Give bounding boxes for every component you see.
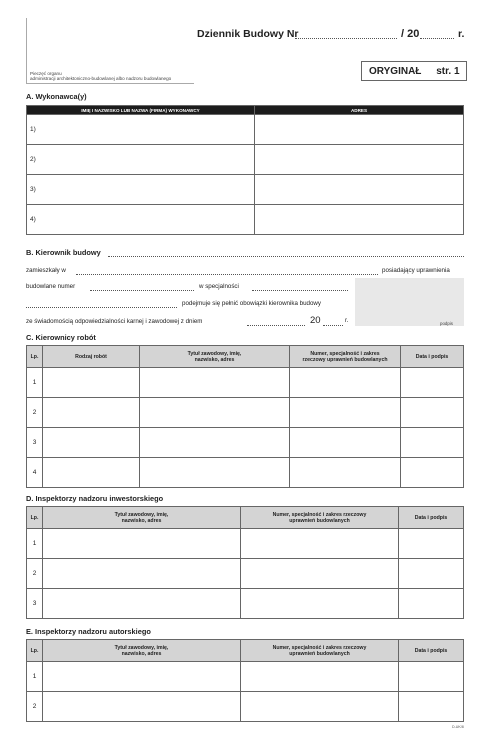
col-name-address: Tytuł zawodowy, imię, nazwisko, adres (43, 640, 241, 662)
col-date-signature: Data i podpis (399, 507, 464, 529)
section-c-title: C. Kierownicy robót (26, 333, 96, 342)
col-lp: Lp. (27, 346, 43, 368)
table-row (27, 398, 464, 428)
start-year-suffix: r. (345, 317, 349, 324)
contractor-address-cell[interactable] (255, 175, 464, 205)
start-year-prefix: 20 (310, 315, 321, 326)
license-number-field[interactable] (90, 290, 194, 291)
col-license: Numer, specjalność i zakres rzeczowy uprawnień budowlanych (241, 507, 399, 529)
signature-box[interactable] (355, 278, 464, 326)
contractor-address-cell[interactable] (255, 205, 464, 235)
qualifications-label: posiadający uprawnienia (382, 267, 450, 274)
name-address-cell[interactable] (140, 368, 290, 398)
row-number: 4 (27, 458, 43, 488)
col-license: Numer, specjalność i zakres rzeczowy uprawnień budowlanych (290, 346, 401, 368)
liability-label: ze świadomością odpowiedzialności karnej i zawodowej z dniem (26, 318, 203, 325)
date-signature-cell[interactable] (401, 368, 464, 398)
license-cell[interactable] (241, 692, 399, 722)
table-row (27, 529, 464, 559)
license-cell[interactable] (241, 589, 399, 619)
specialty-continued-field[interactable] (26, 307, 177, 308)
license-number-label: budowlane numer (26, 283, 76, 290)
col-lp: Lp. (27, 507, 43, 529)
col-license: Numer, specjalność i zakres rzeczowy uprawnień budowlanych (241, 640, 399, 662)
table-row (27, 458, 464, 488)
license-cell[interactable] (290, 428, 401, 458)
table-row (27, 559, 464, 589)
investor-inspectors-table (26, 506, 464, 619)
form-code: D-UK/8 (452, 725, 464, 729)
name-address-cell[interactable] (140, 428, 290, 458)
name-address-cell[interactable] (43, 662, 241, 692)
table-row (27, 205, 464, 235)
row-number: 1 (27, 368, 43, 398)
contractor-name-cell[interactable]: 4) (27, 205, 255, 235)
name-address-cell[interactable] (140, 458, 290, 488)
row-number: 2 (27, 692, 43, 722)
license-cell[interactable] (241, 662, 399, 692)
date-signature-cell[interactable] (399, 589, 464, 619)
year-suffix: r. (458, 28, 465, 40)
work-type-cell[interactable] (43, 398, 140, 428)
table-row (27, 115, 464, 145)
table-row (27, 428, 464, 458)
specialty-field[interactable] (252, 290, 348, 291)
date-signature-cell[interactable] (399, 662, 464, 692)
table-row (27, 692, 464, 722)
col-work-type: Rodzaj robót (43, 346, 140, 368)
original-label: ORYGINAŁ (369, 66, 422, 77)
name-address-cell[interactable] (140, 398, 290, 428)
license-cell[interactable] (290, 398, 401, 428)
document-title: Dziennik Budowy Nr (197, 28, 299, 40)
table-row (27, 662, 464, 692)
row-number: 1 (27, 529, 43, 559)
contractor-name-cell[interactable]: 1) (27, 115, 255, 145)
row-number: 1 (27, 662, 43, 692)
name-address-cell[interactable] (43, 529, 241, 559)
year-field[interactable] (420, 38, 454, 39)
contractor-address-cell[interactable] (255, 115, 464, 145)
table-row (27, 368, 464, 398)
journal-number-field[interactable] (295, 38, 397, 39)
work-type-cell[interactable] (43, 428, 140, 458)
contractor-address-cell[interactable] (255, 145, 464, 175)
start-date-field[interactable] (247, 325, 305, 326)
year-prefix: / 20 (401, 28, 420, 40)
row-number: 2 (27, 398, 43, 428)
row-number: 3 (27, 428, 43, 458)
contractor-name-cell[interactable]: 3) (27, 175, 255, 205)
col-contractor-address: ADRES (255, 106, 464, 115)
original-label-row (369, 66, 460, 77)
date-signature-cell[interactable] (399, 529, 464, 559)
stamp-caption: Pieczęć organu administracji architektoniczno-budowlanej albo nadzoru budowlanego (30, 71, 172, 82)
col-date-signature: Data i podpis (399, 640, 464, 662)
license-cell[interactable] (290, 458, 401, 488)
name-address-cell[interactable] (43, 559, 241, 589)
col-lp: Lp. (27, 640, 43, 662)
residence-field[interactable] (76, 274, 378, 275)
license-cell[interactable] (290, 368, 401, 398)
date-signature-cell[interactable] (401, 398, 464, 428)
author-inspectors-table (26, 639, 464, 722)
table-row (27, 145, 464, 175)
section-d-title: D. Inspektorzy nadzoru inwestorskiego (26, 494, 164, 503)
signature-label: podpis (440, 321, 453, 326)
contractor-name-cell[interactable]: 2) (27, 145, 255, 175)
contractors-table (26, 105, 464, 235)
name-address-cell[interactable] (43, 692, 241, 722)
col-date-signature: Data i podpis (401, 346, 464, 368)
table-row (27, 175, 464, 205)
specialty-label: w specjalności (199, 283, 239, 290)
page-label: str. 1 (436, 66, 460, 77)
table-row (27, 589, 464, 619)
row-number: 2 (27, 559, 43, 589)
name-address-cell[interactable] (43, 589, 241, 619)
residence-label: zamieszkały w (26, 267, 66, 274)
section-a-title: A. Wykonawca(y) (26, 92, 87, 101)
date-signature-cell[interactable] (399, 692, 464, 722)
date-signature-cell[interactable] (399, 559, 464, 589)
license-cell[interactable] (241, 529, 399, 559)
col-name-address: Tytuł zawodowy, imię, nazwisko, adres (43, 507, 241, 529)
row-number: 3 (27, 589, 43, 619)
date-signature-cell[interactable] (401, 428, 464, 458)
work-type-cell[interactable] (43, 458, 140, 488)
license-cell[interactable] (241, 559, 399, 589)
duties-label: podejmuje się pełnić obowiązki kierownika budowy (182, 300, 321, 307)
section-e-title: E. Inspektorzy nadzoru autorskiego (26, 627, 151, 636)
start-year-field[interactable] (323, 325, 343, 326)
site-manager-name-field[interactable] (108, 256, 464, 257)
works-managers-table (26, 345, 464, 488)
col-contractor-name: IMIĘ I NAZWISKO LUB NAZWA (FIRMA) WYKONAWCY (27, 106, 255, 115)
col-name-address: Tytuł zawodowy, imię, nazwisko, adres (140, 346, 290, 368)
date-signature-cell[interactable] (401, 458, 464, 488)
work-type-cell[interactable] (43, 368, 140, 398)
section-b-title: B. Kierownik budowy (26, 248, 101, 257)
